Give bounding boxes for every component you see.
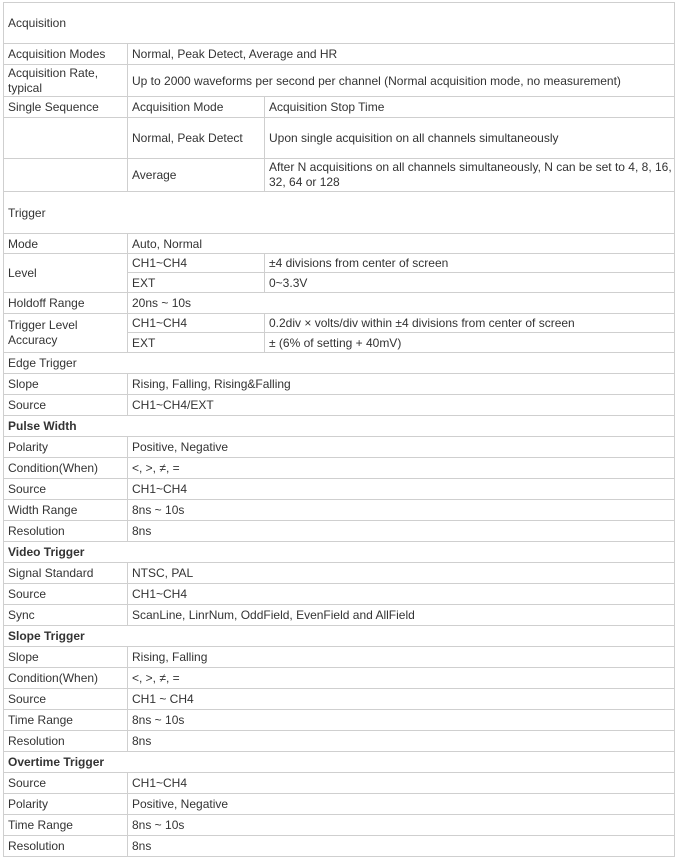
table-row bbox=[4, 118, 675, 159]
row-label: Signal Standard bbox=[4, 563, 128, 584]
section-header-overtime-trigger: Overtime Trigger bbox=[4, 752, 675, 773]
table-row bbox=[4, 605, 675, 626]
row-label: Condition(When) bbox=[4, 668, 128, 689]
row-value: CH1~CH4 bbox=[128, 584, 675, 605]
row-subvalue: CH1~CH4 bbox=[128, 254, 265, 273]
spec-table bbox=[3, 2, 675, 857]
row-label: Polarity bbox=[4, 794, 128, 815]
table-row bbox=[4, 314, 675, 333]
row-value: After N acquisitions on all channels simultaneously, N can be set to 4, 8, 16, 32, 64 or 128 bbox=[265, 159, 675, 192]
row-label-empty bbox=[4, 159, 128, 192]
section-header-row bbox=[4, 626, 675, 647]
row-label: Time Range bbox=[4, 815, 128, 836]
row-subvalue: Average bbox=[128, 159, 265, 192]
row-subvalue: Normal, Peak Detect bbox=[128, 118, 265, 159]
table-row bbox=[4, 668, 675, 689]
row-label: Source bbox=[4, 479, 128, 500]
table-row bbox=[4, 710, 675, 731]
section-header-row bbox=[4, 192, 675, 234]
row-value: Positive, Negative bbox=[128, 794, 675, 815]
table-row bbox=[4, 159, 675, 192]
table-row bbox=[4, 773, 675, 794]
row-value: Upon single acquisition on all channels simultaneously bbox=[265, 118, 675, 159]
row-value: Up to 2000 waveforms per second per channel (Normal acquisition mode, no measurement) bbox=[128, 65, 675, 97]
section-header-acquisition: Acquisition bbox=[4, 3, 675, 44]
row-value: Auto, Normal bbox=[128, 234, 675, 254]
row-label: Source bbox=[4, 773, 128, 794]
table-row bbox=[4, 794, 675, 815]
table-row bbox=[4, 437, 675, 458]
row-value: ± (6% of setting + 40mV) bbox=[265, 333, 675, 353]
row-label: Slope bbox=[4, 647, 128, 668]
row-value: CH1~CH4/EXT bbox=[128, 395, 675, 416]
table-row bbox=[4, 293, 675, 314]
row-value: ScanLine, LinrNum, OddField, EvenField and AllField bbox=[128, 605, 675, 626]
row-label: Polarity bbox=[4, 437, 128, 458]
row-value: CH1~CH4 bbox=[128, 479, 675, 500]
row-label: Acquisition Modes bbox=[4, 44, 128, 65]
table-row bbox=[4, 44, 675, 65]
row-label-empty bbox=[4, 118, 128, 159]
column-header: Acquisition Mode bbox=[128, 97, 265, 118]
table-row bbox=[4, 254, 675, 273]
row-value: Normal, Peak Detect, Average and HR bbox=[128, 44, 675, 65]
row-label: Slope bbox=[4, 374, 128, 395]
row-value: CH1 ~ CH4 bbox=[128, 689, 675, 710]
row-value: 0~3.3V bbox=[265, 273, 675, 293]
section-header-row bbox=[4, 353, 675, 374]
section-header-row bbox=[4, 542, 675, 563]
row-value: 8ns bbox=[128, 521, 675, 542]
row-label: Time Range bbox=[4, 710, 128, 731]
row-value: Positive, Negative bbox=[128, 437, 675, 458]
row-value: Rising, Falling, Rising&Falling bbox=[128, 374, 675, 395]
row-value: 8ns ~ 10s bbox=[128, 710, 675, 731]
table-row bbox=[4, 65, 675, 97]
row-label: Resolution bbox=[4, 521, 128, 542]
row-label: Trigger Level Accuracy bbox=[4, 314, 128, 353]
row-label: Holdoff Range bbox=[4, 293, 128, 314]
row-value: NTSC, PAL bbox=[128, 563, 675, 584]
table-row bbox=[4, 97, 675, 118]
section-header-pulse-width: Pulse Width bbox=[4, 416, 675, 437]
row-subvalue: EXT bbox=[128, 273, 265, 293]
column-header: Acquisition Stop Time bbox=[265, 97, 675, 118]
table-row bbox=[4, 731, 675, 752]
row-value: Rising, Falling bbox=[128, 647, 675, 668]
table-row bbox=[4, 689, 675, 710]
row-label: Width Range bbox=[4, 500, 128, 521]
table-row bbox=[4, 500, 675, 521]
row-value: 8ns ~ 10s bbox=[128, 500, 675, 521]
row-value: ±4 divisions from center of screen bbox=[265, 254, 675, 273]
row-value: <, >, ≠, = bbox=[128, 668, 675, 689]
table-row bbox=[4, 458, 675, 479]
table-row bbox=[4, 836, 675, 857]
row-value: 8ns bbox=[128, 836, 675, 857]
row-value: 20ns ~ 10s bbox=[128, 293, 675, 314]
section-header-trigger: Trigger bbox=[4, 192, 675, 234]
section-header-edge-trigger: Edge Trigger bbox=[4, 353, 675, 374]
table-row bbox=[4, 374, 675, 395]
table-row bbox=[4, 395, 675, 416]
row-label: Single Sequence bbox=[4, 97, 128, 118]
row-label: Acquisition Rate, typical bbox=[4, 65, 128, 97]
table-row bbox=[4, 234, 675, 254]
row-value: 8ns bbox=[128, 731, 675, 752]
table-row bbox=[4, 647, 675, 668]
section-header-slope-trigger: Slope Trigger bbox=[4, 626, 675, 647]
row-label: Resolution bbox=[4, 731, 128, 752]
row-subvalue: CH1~CH4 bbox=[128, 314, 265, 333]
row-label: Source bbox=[4, 689, 128, 710]
row-label: Sync bbox=[4, 605, 128, 626]
table-row bbox=[4, 563, 675, 584]
section-header-row bbox=[4, 752, 675, 773]
table-row bbox=[4, 584, 675, 605]
section-header-row bbox=[4, 416, 675, 437]
row-label: Condition(When) bbox=[4, 458, 128, 479]
row-value: <, >, ≠, = bbox=[128, 458, 675, 479]
table-row bbox=[4, 479, 675, 500]
row-subvalue: EXT bbox=[128, 333, 265, 353]
row-value: 0.2div × volts/div within ±4 divisions from center of screen bbox=[265, 314, 675, 333]
row-label: Mode bbox=[4, 234, 128, 254]
row-label: Level bbox=[4, 254, 128, 293]
table-row bbox=[4, 815, 675, 836]
row-value: 8ns ~ 10s bbox=[128, 815, 675, 836]
row-label: Source bbox=[4, 584, 128, 605]
row-value: CH1~CH4 bbox=[128, 773, 675, 794]
section-header-row bbox=[4, 3, 675, 44]
row-label: Source bbox=[4, 395, 128, 416]
table-row bbox=[4, 521, 675, 542]
row-label: Resolution bbox=[4, 836, 128, 857]
section-header-video-trigger: Video Trigger bbox=[4, 542, 675, 563]
